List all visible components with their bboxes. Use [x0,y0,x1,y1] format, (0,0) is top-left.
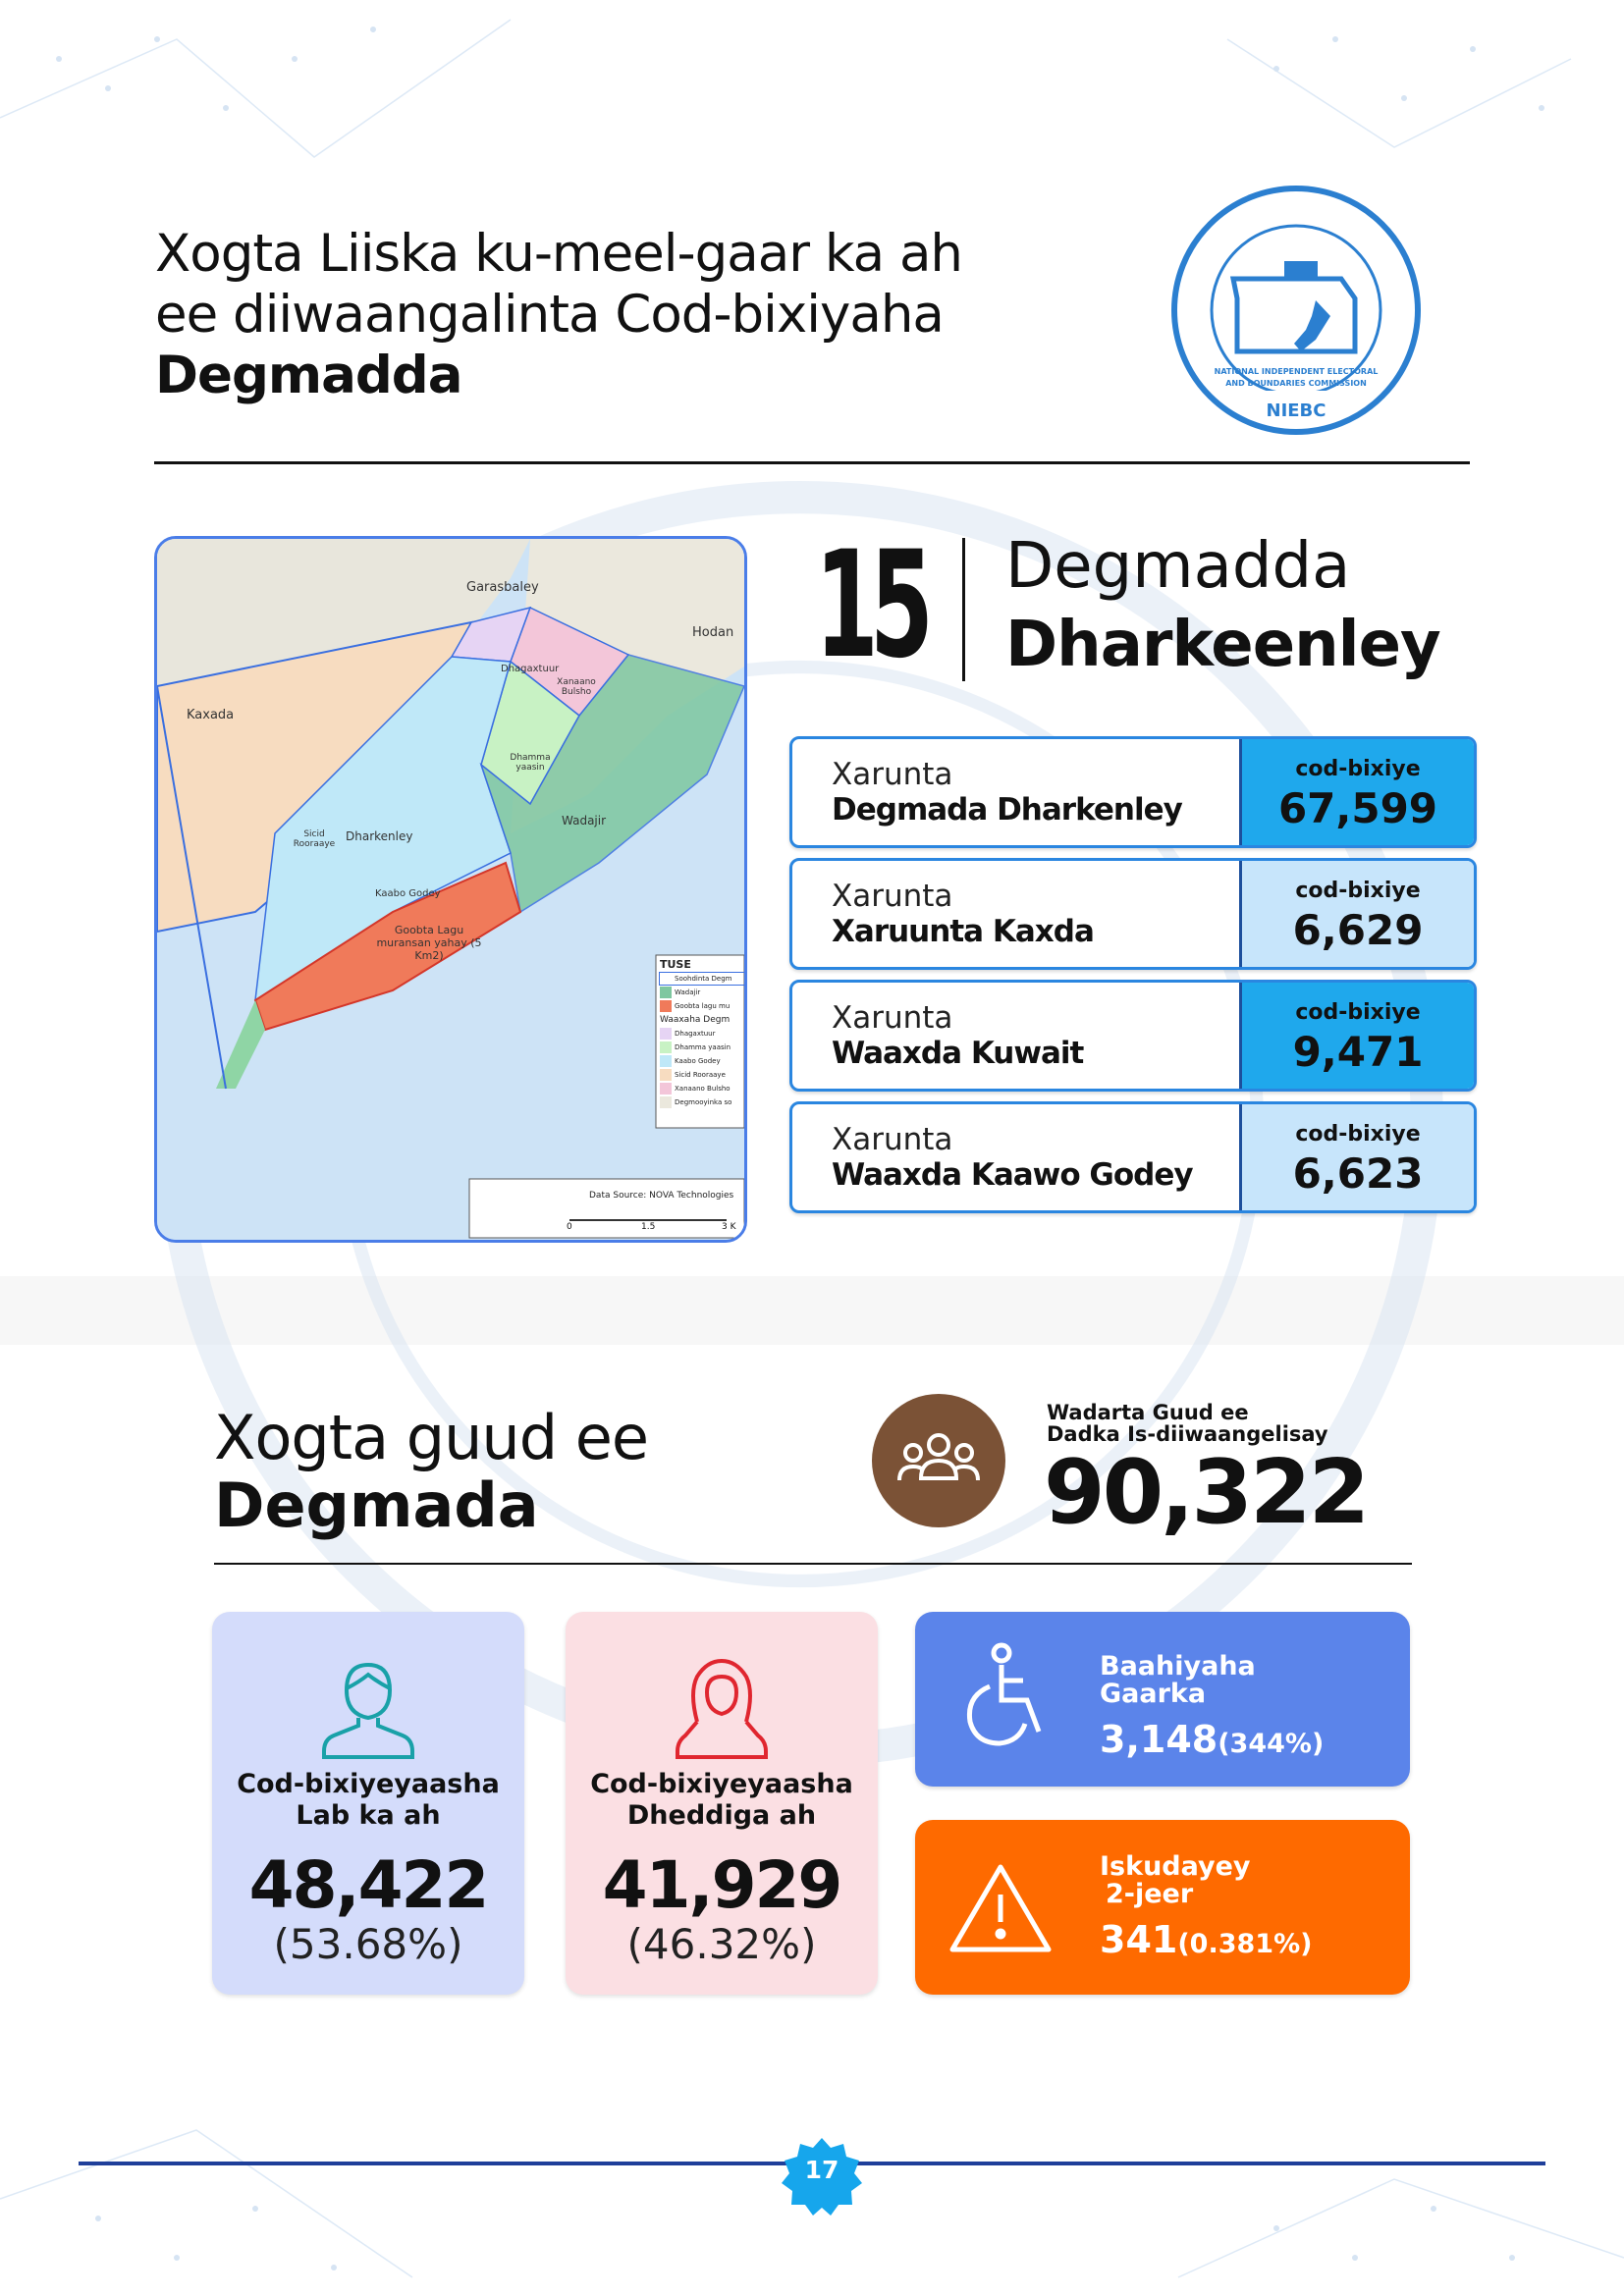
special-needs-label-line-1: Baahiyaha [1100,1651,1256,1682]
page-title [155,224,962,406]
legend-title-2: Waaxaha Degm [660,1015,731,1025]
legend-item: Dhagaxtuur [660,1028,744,1040]
ballot-box-map-icon [1168,183,1424,438]
center-name: Xaruunta Kaxda [832,914,1094,949]
map-scale-0: 0 [567,1222,572,1232]
map-label-wadajir: Wadajir [562,814,607,828]
female-label-line-2: Dheddiga ah [626,1800,817,1831]
center-value: 67,599 [1277,784,1438,832]
map-legend [660,959,744,1110]
summary-title-line-1: Xogta guud ee [214,1402,649,1473]
female-percent: (46.32%) [626,1920,817,1968]
special-needs-value: 3,148 [1100,1718,1218,1761]
legend-item: Soohdinta Degm [660,973,744,985]
male-value: 48,422 [248,1847,488,1923]
center-card [789,736,1477,848]
center-count [1239,739,1474,845]
map-source: Data Source: NOVA Technologies [589,1191,734,1201]
center-label: Xarunta [832,879,953,914]
center-name: Waaxda Kuwait [832,1036,1084,1071]
duplicate-label [1100,1853,1251,1908]
legend-item: Degmooyinka so [660,1096,744,1108]
center-value: 6,629 [1292,906,1424,954]
female-stat-card [566,1612,878,1995]
map-label-kaxada: Kaxada [187,708,235,722]
male-label-line-1: Cod-bixiyeyaasha [237,1769,500,1799]
title-line-2: ee diiwaangalinta Cod-bixiyaha [155,285,944,345]
logo-english-2: AND BOUNDARIES COMMISSION [1225,379,1367,388]
district-name: Dharkeenley [1005,609,1440,681]
center-unit: cod-bixiye [1295,1122,1421,1147]
header-divider [154,461,1470,464]
center-unit: cod-bixiye [1295,1000,1421,1025]
center-name: Waaxda Kaawo Godey [832,1157,1193,1193]
title-line-3: Degmadda [155,346,462,405]
center-card [789,1101,1477,1213]
map-scale-1: 1.5 [641,1222,656,1232]
female-label-line-1: Cod-bixiyeyaasha [590,1769,853,1799]
summary-title-line-2: Degmada [214,1469,539,1541]
map-label-hodan: Hodan [692,625,734,640]
special-needs-label [1100,1653,1256,1708]
legend-item: Wadajir [660,987,744,998]
map-label-dharkenley: Dharkenley [346,829,413,843]
center-value: 9,471 [1292,1028,1424,1076]
male-label [212,1769,524,1832]
center-name: Degmada Dharkenley [832,792,1182,828]
duplicate-registrations-card [915,1820,1410,1995]
map-scale-2: 3 K [722,1222,736,1232]
center-unit: cod-bixiye [1295,879,1421,903]
page-number: 17 [804,2156,839,2184]
legend-title-1: TUSE [660,958,691,971]
center-count [1239,1104,1474,1210]
legend-item: Kaabo Godey [660,1055,744,1067]
warning-icon [947,1859,1055,1957]
center-count [1239,861,1474,967]
total-value: 90,322 [1044,1441,1368,1544]
center-value: 6,623 [1292,1149,1424,1198]
map-label-xanaano: Xanaano Bulsho [557,677,596,697]
male-percent: (53.68%) [273,1920,463,1968]
duplicate-label-line-1: Iskudayey [1100,1851,1251,1882]
title-line-1: Xogta Liiska ku-meel-gaar ka ah [155,224,963,284]
total-label-line-1: Wadarta Guud ee [1047,1401,1249,1424]
center-label: Xarunta [832,1122,953,1157]
special-needs-label-line-2: Gaarka [1100,1679,1207,1709]
female-value: 41,929 [602,1847,841,1923]
special-needs-value-row [1100,1718,1324,1761]
male-label-line-2: Lab ka ah [296,1800,441,1831]
total-icon-circle [872,1394,1005,1527]
district-label: Degmadda [1005,530,1351,603]
people-group-icon [872,1394,1005,1527]
map-label-dhamma: Dhamma yaasin [510,753,551,773]
wheelchair-icon [952,1641,1051,1749]
duplicate-label-line-2: 2-jeer [1106,1879,1194,1909]
map-label-disputed-area: Goobta Lagu muransan yahay (5 Km2) [376,924,482,962]
center-card [789,858,1477,970]
district-number: 15 [815,520,926,691]
special-needs-card [915,1612,1410,1787]
map-label-sicid: Sicid Rooraaye [293,829,336,849]
center-count [1239,983,1474,1089]
legend-item: Sicid Rooraaye [660,1069,744,1081]
summary-divider [214,1563,1412,1565]
female-label [566,1769,878,1832]
special-needs-percent: (344%) [1218,1729,1325,1759]
center-card [789,980,1477,1092]
niebc-logo [1168,183,1424,438]
district-divider [962,538,965,681]
logo-acronym: NIEBC [1266,400,1326,421]
male-stat-card [212,1612,524,1995]
map-label-kaabo: Kaabo Godey [375,888,441,899]
legend-item: Xanaano Bulsho [660,1083,744,1095]
logo-english-1: NATIONAL INDEPENDENT ELECTORAL [1214,367,1379,376]
total-label-line-2: Dadka Is-diiwaangelisay [1047,1422,1328,1446]
male-person-icon [314,1653,422,1761]
district-map[interactable] [154,536,747,1243]
legend-item: Goobta lagu mu [660,1000,744,1012]
duplicate-value: 341 [1100,1918,1178,1961]
legend-item: Dhamma yaasin [660,1041,744,1053]
map-graphic [157,539,744,1240]
center-unit: cod-bixiye [1295,757,1421,781]
center-label: Xarunta [832,1000,953,1036]
map-label-dhagaxtuur: Dhagaxtuur [501,664,560,674]
duplicate-value-row [1100,1918,1312,1961]
total-label [1047,1402,1328,1445]
map-label-garasbaley: Garasbaley [466,580,539,595]
duplicate-percent: (0.381%) [1177,1929,1313,1959]
center-label: Xarunta [832,757,953,792]
female-person-icon [668,1653,776,1761]
